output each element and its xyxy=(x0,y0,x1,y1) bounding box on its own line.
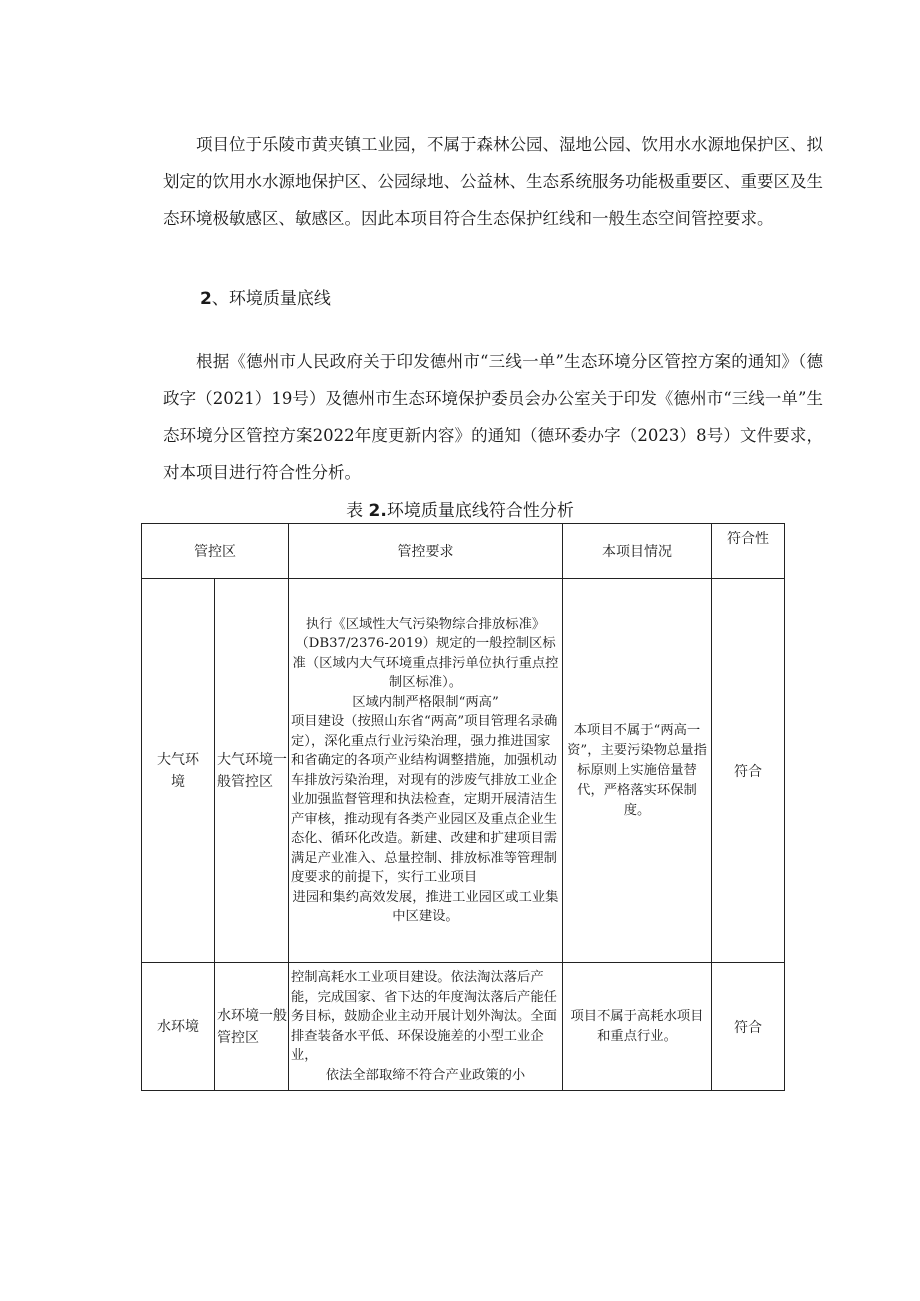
header-compliance: 符合性 xyxy=(712,524,785,579)
requirement-line: 依法全部取缔不符合产业政策的小 xyxy=(325,1067,526,1083)
paragraph-basis: 根据《德州市人民政府关于印发德州市“三线一单”生态环境分区管控方案的通知》（德政字（2021）19号）及德州市生态环境保护委员会办公室关于印发《德州市“三线一单”生态环境分区管控方案2022年度更新内容》的通知（德环委办字（2023）8号）文件要求，对本项目进行符合性分析。 xyxy=(163,352,823,482)
caption-number: 2. xyxy=(368,501,387,521)
zone-cell: 水环境 xyxy=(142,963,215,1091)
caption-text: 环境质量底线符合性分析 xyxy=(386,501,574,521)
paragraph-ecology: 项目位于乐陵市黄夹镇工业园，不属于森林公园、湿地公园、饮用水水源地保护区、拟划定的饮用水水源地保护区、公园绿地、公益林、生态系统服务功能极重要区、重要区及生态环境极敏感区、敏感区。因此本项目符合生态保护红线和一般生态空间管控要求。 xyxy=(163,135,823,228)
compliance-cell: 符合 xyxy=(712,579,785,963)
zone-cell: 大气环境 xyxy=(142,579,215,963)
header-situation: 本项目情况 xyxy=(563,524,712,579)
table-header-row xyxy=(142,524,785,579)
requirement-cell xyxy=(289,579,563,963)
section-number: 2 xyxy=(200,289,212,309)
section-separator: 、 xyxy=(211,289,229,309)
caption-prefix: 表 xyxy=(346,501,364,521)
situation-cell: 本项目不属于“两高一资”，主要污染物总量指标原则上实施倍量替代，严格落实环保制度。 xyxy=(563,579,712,963)
section-heading xyxy=(200,284,331,309)
section-title: 环境质量底线 xyxy=(228,289,331,309)
table-row xyxy=(142,963,785,1091)
requirement-cell xyxy=(289,963,563,1091)
table-caption xyxy=(0,496,920,521)
requirement-line: 进园和集约高效发展，推进工业园区或工业集中区建设。 xyxy=(292,889,559,924)
table-row xyxy=(142,579,785,963)
header-zone: 管控区 xyxy=(142,524,289,579)
requirement-line: （DB37/2376-2019）规定的一般控制区标准（区域内大气环境重点排污单位执行重点控制区标准）。 xyxy=(292,636,559,690)
situation-cell: 项目不属于高耗水项目和重点行业。 xyxy=(563,963,712,1091)
header-requirement: 管控要求 xyxy=(289,524,563,579)
subzone-cell: 大气环境一般管控区 xyxy=(215,579,289,963)
requirement-line: 区域内制严格限制“两高” xyxy=(352,694,499,710)
requirement-line: 控制高耗水工业项目建设。依法淘汰落后产能，完成国家、省下达的年度淘汰落后产能任务目标，鼓励企业主动开展计划外淘汰。全面排查装备水平低、环保设施差的小型工业企业， xyxy=(291,970,557,1063)
compliance-cell: 符合 xyxy=(712,963,785,1091)
subzone-cell: 水环境一般管控区 xyxy=(215,963,289,1091)
requirement-line: 执行《区域性大气污染物综合排放标准》 xyxy=(305,616,546,632)
compliance-table xyxy=(141,523,785,1091)
requirement-line: 项目建设（按照山东省“两高”项目管理名录确定），深化重点行业污染治理，强力推进国家和省确定的各项产业结构调整措施，加强机动车排放污染治理，对现有的涉废气排放工业企业加强监督管理和执法检查，定期开展清洁生产审核，推动现有各类产业园区及重点企业生态化、循环化改造。新建、改建和扩建项目需满足产业准入、总量控制、排放标准等管理制度要求的前提下，实行工业项目 xyxy=(291,714,558,885)
